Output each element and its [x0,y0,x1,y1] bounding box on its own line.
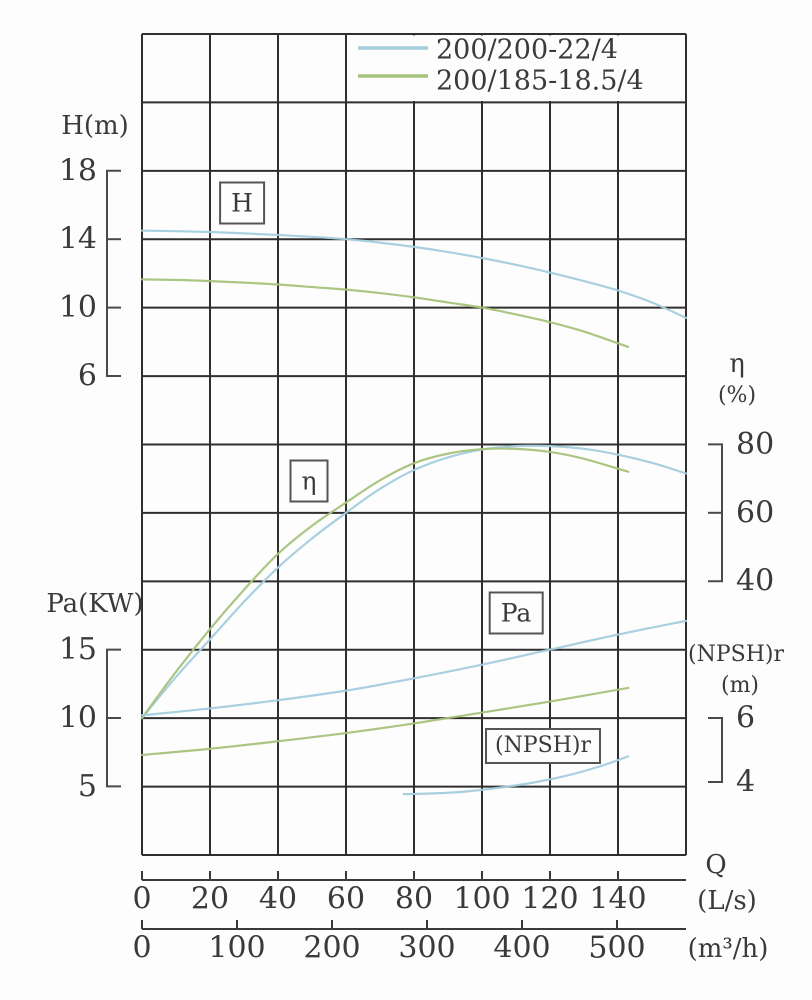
eta-axis-title: η [729,349,745,379]
q-ls-axis-tick-label: 100 [453,881,511,917]
Pa-axis-tick-label: 15 [58,632,97,668]
curve-h-green [142,279,628,347]
eta-axis-unit: (%) [717,383,757,408]
NPSH-axis-tick-label: 6 [736,700,756,736]
eta-axis-tick-label: 60 [736,495,775,531]
q-ls-axis-tick-label: 20 [190,881,230,917]
q-ls-axis-tick-label: 120 [521,881,579,917]
curve-box-H: H [219,182,265,225]
q-m3h-axis-tick-label: 500 [588,930,646,966]
q-m3h-axis-tick-label: 200 [303,930,361,966]
H-axis-tick-label: 14 [58,221,97,257]
h-axis-title: H(m) [61,111,129,141]
q-ls-axis-tick-label: 60 [326,881,366,917]
q-m3h-axis-tick-label: 100 [208,930,266,966]
curve-box-NPSH: (NPSH)r [485,728,601,764]
q-axis-title: Q [705,850,727,880]
pa-axis-title: Pa(KW) [46,589,144,619]
curve-box-Pa: Pa [489,592,544,635]
npsh-axis-unit: (m) [720,673,760,698]
NPSH-axis-bracket [708,718,722,782]
H-axis-bracket [107,171,121,376]
q-m3h-axis-tick-label: 400 [493,930,551,966]
eta-axis-tick-label: 40 [736,563,775,599]
q-ls-axis-tick-label: 40 [258,881,298,917]
q-axis-unit-ls: (L/s) [697,886,757,916]
q-ls-axis-tick-label: 0 [132,881,152,917]
curve-box-eta: η [290,460,329,503]
q-m3h-axis-tick-label: 300 [398,930,456,966]
Pa-axis-tick-label: 5 [77,768,97,804]
npsh-axis-title: (NPSH)r [688,642,784,667]
curve-eta-green [142,449,628,718]
q-axis-unit-m3h: (m³/h) [687,934,769,964]
H-axis-tick-label: 6 [77,358,97,394]
legend-item-label-200-185: 200/185-18.5/4 [436,65,644,97]
eta-axis-tick-label: 80 [736,426,775,462]
legend-item-label-200-200: 200/200-22/4 [436,34,618,66]
H-axis-tick-label: 10 [58,290,97,326]
Pa-axis-tick-label: 10 [58,700,97,736]
q-ls-axis-tick-label: 80 [394,881,434,917]
H-axis-tick-label: 18 [58,153,97,189]
NPSH-axis-tick-label: 4 [736,764,756,800]
q-m3h-axis-tick-label: 0 [132,930,152,966]
q-ls-axis-tick-label: 140 [589,881,647,917]
